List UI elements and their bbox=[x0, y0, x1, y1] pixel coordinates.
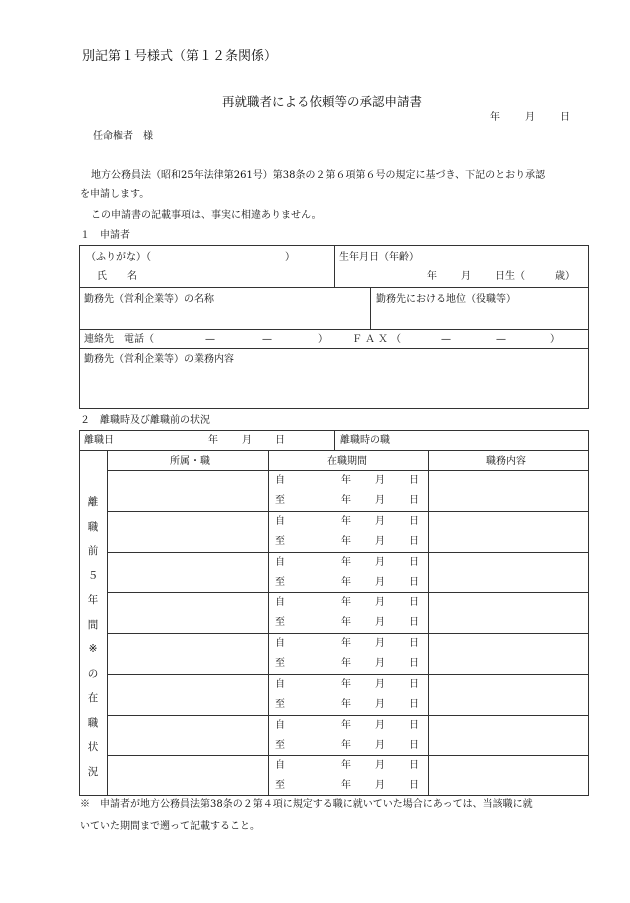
vertical-label-char: 況 bbox=[87, 765, 99, 778]
period-day: 日 bbox=[409, 535, 419, 547]
intro-line-2: を申請します。 bbox=[80, 189, 150, 200]
vertical-label-char: 間 bbox=[87, 618, 99, 631]
period-day: 日 bbox=[409, 698, 419, 710]
date-day: 日 bbox=[560, 112, 570, 123]
period-to-label: 至 bbox=[275, 495, 285, 506]
row-divider bbox=[107, 633, 589, 634]
period-day: 日 bbox=[409, 515, 419, 527]
row-divider bbox=[107, 674, 589, 675]
vertical-label-char: の bbox=[87, 667, 99, 680]
period-year: 年 bbox=[341, 698, 351, 710]
date-month: 月 bbox=[525, 112, 535, 123]
period-year: 年 bbox=[341, 780, 351, 792]
period-year: 年 bbox=[341, 617, 351, 629]
period-from-label: 自 bbox=[275, 597, 285, 609]
retire-year: 年 bbox=[208, 435, 218, 446]
birth-year: 年 bbox=[427, 271, 437, 282]
document-title: 再就職者による依頼等の承認申請書 bbox=[222, 94, 423, 109]
col-dept-header: 所属・職 bbox=[170, 456, 210, 467]
row-divider bbox=[107, 755, 589, 756]
divider bbox=[334, 245, 335, 287]
vertical-label-char: 離 bbox=[87, 496, 99, 508]
birthdate-label: 生年月日（年齢） bbox=[339, 252, 419, 263]
period-day: 日 bbox=[409, 576, 419, 588]
period-year: 年 bbox=[341, 576, 351, 588]
period-day: 日 bbox=[409, 719, 419, 731]
period-month: 月 bbox=[375, 475, 385, 486]
divider bbox=[334, 430, 335, 450]
divider bbox=[79, 450, 589, 451]
period-year: 年 bbox=[341, 495, 351, 506]
period-month: 月 bbox=[375, 678, 385, 690]
period-from-label: 自 bbox=[275, 760, 285, 772]
period-month: 月 bbox=[375, 658, 385, 669]
period-day: 日 bbox=[409, 556, 419, 568]
period-month: 月 bbox=[375, 495, 385, 506]
employer-label: 勤務先（営利企業等）の名称 bbox=[84, 294, 214, 305]
period-month: 月 bbox=[375, 780, 385, 792]
col-duties-header: 職務内容 bbox=[486, 456, 526, 467]
row-divider bbox=[107, 592, 589, 593]
employment-table bbox=[79, 430, 589, 796]
period-month: 月 bbox=[375, 597, 385, 609]
period-from-label: 自 bbox=[275, 719, 285, 731]
period-year: 年 bbox=[341, 760, 351, 772]
divider bbox=[107, 450, 108, 796]
period-year: 年 bbox=[341, 678, 351, 690]
period-from-label: 自 bbox=[275, 556, 285, 568]
furigana-close: ） bbox=[285, 252, 295, 263]
phone-close: ） bbox=[318, 334, 328, 345]
period-year: 年 bbox=[341, 475, 351, 486]
divider bbox=[428, 450, 429, 796]
divider bbox=[268, 450, 269, 796]
period-from-label: 自 bbox=[275, 475, 285, 486]
period-year: 年 bbox=[341, 535, 351, 547]
fax-close: ） bbox=[550, 334, 560, 345]
period-month: 月 bbox=[375, 576, 385, 588]
period-month: 月 bbox=[375, 760, 385, 772]
vertical-label-char: 職 bbox=[87, 520, 99, 533]
period-month: 月 bbox=[375, 638, 385, 649]
intro-line-3: この申請書の記載事項は、事実に相違ありません。 bbox=[91, 210, 322, 221]
addressee: 任命権者 様 bbox=[93, 131, 153, 142]
period-to-label: 至 bbox=[275, 535, 285, 547]
period-month: 月 bbox=[375, 515, 385, 527]
divider bbox=[370, 287, 371, 329]
period-year: 年 bbox=[341, 719, 351, 731]
phone-label: 連絡先 電話（ bbox=[84, 334, 154, 345]
period-month: 月 bbox=[375, 617, 385, 629]
vertical-label-char: ※ bbox=[88, 643, 98, 655]
period-day: 日 bbox=[409, 495, 419, 506]
period-to-label: 至 bbox=[275, 698, 285, 710]
period-to-label: 至 bbox=[275, 739, 285, 751]
divider bbox=[107, 470, 589, 471]
period-year: 年 bbox=[341, 515, 351, 527]
row-divider bbox=[107, 715, 589, 716]
period-year: 年 bbox=[341, 739, 351, 751]
retire-date-label: 離職日 bbox=[84, 435, 114, 446]
period-from-label: 自 bbox=[275, 638, 285, 649]
intro-line-1: 地方公務員法（昭和25年法律第261号）第38条の２第６項第６号の規定に基づき、下記のとおり承認 bbox=[91, 170, 546, 181]
period-day: 日 bbox=[409, 597, 419, 609]
col-period-header: 在職期間 bbox=[327, 456, 367, 467]
period-day: 日 bbox=[409, 780, 419, 792]
birth-month: 月 bbox=[461, 271, 471, 282]
divider bbox=[79, 348, 589, 349]
period-month: 月 bbox=[375, 535, 385, 547]
name-label: 氏 名 bbox=[97, 271, 137, 282]
period-to-label: 至 bbox=[275, 576, 285, 588]
period-to-label: 至 bbox=[275, 780, 285, 792]
retire-month: 月 bbox=[242, 435, 252, 446]
period-day: 日 bbox=[409, 617, 419, 629]
period-day: 日 bbox=[409, 638, 419, 649]
vertical-label-char: 年 bbox=[87, 594, 99, 606]
period-year: 年 bbox=[341, 638, 351, 649]
vertical-label-char: 状 bbox=[87, 741, 99, 753]
divider bbox=[79, 329, 589, 330]
period-day: 日 bbox=[409, 760, 419, 772]
fax-label: ＦＡＸ（ bbox=[352, 334, 404, 345]
phone-dash-1: — bbox=[205, 334, 215, 345]
period-to-label: 至 bbox=[275, 658, 285, 669]
birth-age: 歳） bbox=[555, 271, 575, 282]
business-label: 勤務先（営利企業等）の業務内容 bbox=[84, 354, 234, 365]
period-month: 月 bbox=[375, 698, 385, 710]
period-day: 日 bbox=[409, 658, 419, 669]
retire-post-label: 離職時の職 bbox=[340, 435, 390, 446]
furigana-label: （ふりがな）（ bbox=[86, 252, 151, 263]
row-divider bbox=[107, 552, 589, 553]
phone-dash-2: — bbox=[262, 334, 272, 345]
position-label: 勤務先における地位（役職等） bbox=[376, 294, 516, 305]
period-month: 月 bbox=[375, 556, 385, 568]
period-year: 年 bbox=[341, 658, 351, 669]
retire-day: 日 bbox=[275, 435, 285, 446]
row-divider bbox=[107, 511, 589, 512]
period-year: 年 bbox=[341, 556, 351, 568]
period-year: 年 bbox=[341, 597, 351, 609]
birth-day: 日生（ bbox=[495, 271, 525, 282]
section1-heading: １ 申請者 bbox=[80, 230, 130, 241]
form-number: 別記第１号様式（第１２条関係） bbox=[82, 49, 278, 64]
period-to-label: 至 bbox=[275, 617, 285, 629]
section2-heading: ２ 離職時及び離職前の状況 bbox=[80, 415, 210, 426]
vertical-label-char: 職 bbox=[87, 716, 99, 729]
period-month: 月 bbox=[375, 719, 385, 731]
note-line-1: ※ 申請者が地方公務員法第38条の２第４項に規定する職に就いていた場合にあっては、当該職に就 bbox=[80, 799, 533, 810]
period-month: 月 bbox=[375, 739, 385, 751]
fax-dash-1: — bbox=[441, 334, 451, 345]
period-day: 日 bbox=[409, 475, 419, 486]
date-year: 年 bbox=[490, 112, 500, 123]
period-day: 日 bbox=[409, 739, 419, 751]
period-from-label: 自 bbox=[275, 678, 285, 690]
divider bbox=[79, 287, 589, 288]
fax-dash-2: — bbox=[496, 334, 506, 345]
period-from-label: 自 bbox=[275, 515, 285, 527]
vertical-label-char: 前 bbox=[87, 545, 99, 557]
note-line-2: いていた期間まで遡って記載すること。 bbox=[80, 821, 260, 832]
period-day: 日 bbox=[409, 678, 419, 690]
vertical-label bbox=[86, 490, 100, 784]
vertical-label-char: 在 bbox=[87, 692, 99, 704]
vertical-label-char: ５ bbox=[87, 569, 99, 582]
